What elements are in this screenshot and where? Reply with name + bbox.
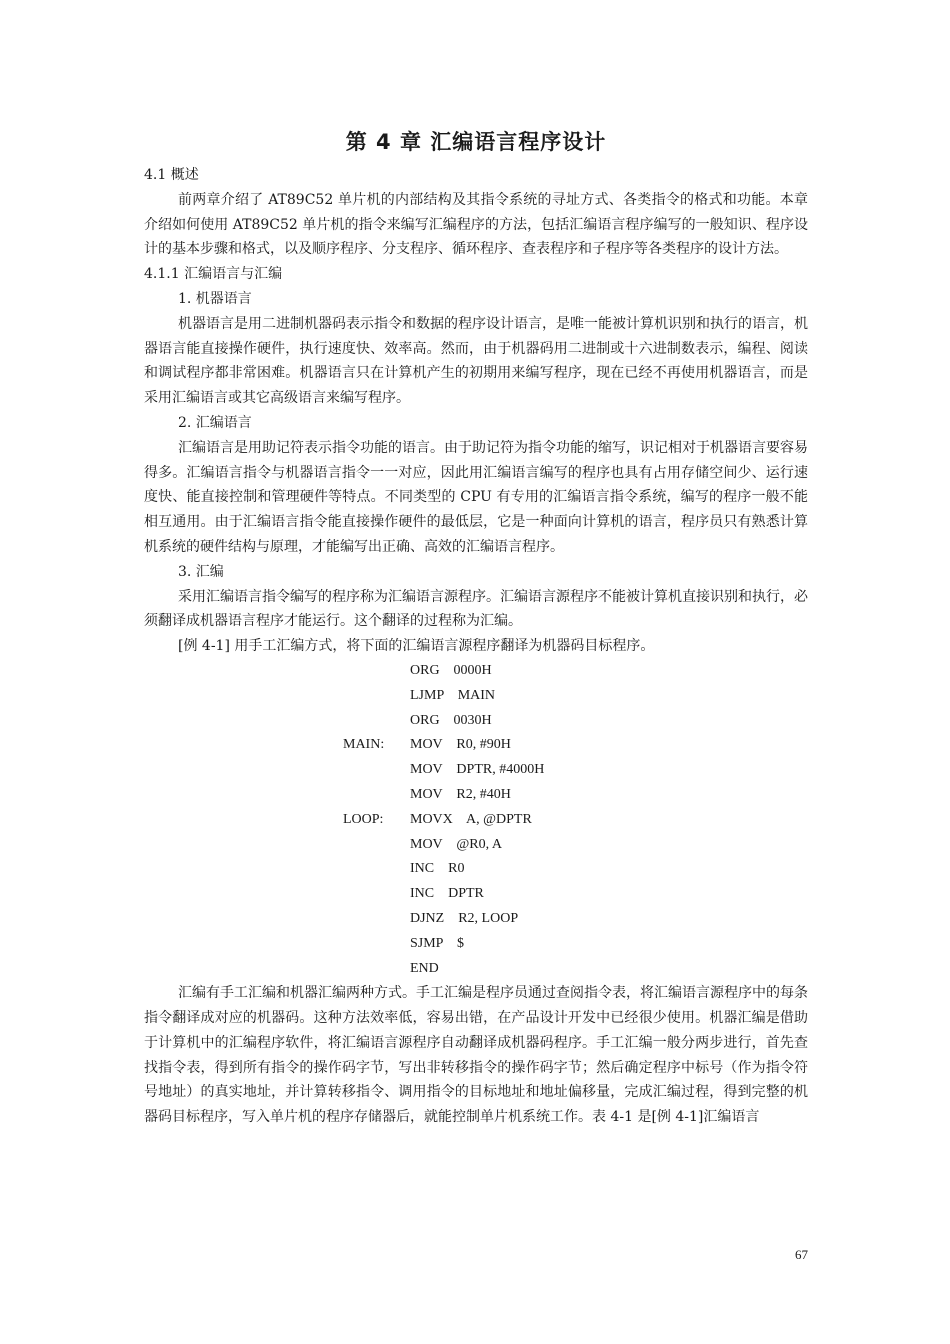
code-line	[144, 733, 808, 758]
item-heading-assembly: 3. 汇编	[178, 563, 224, 580]
code-instruction: INC DPTR	[410, 886, 484, 902]
item-heading-machine-language: 1. 机器语言	[178, 290, 252, 307]
code-line	[144, 957, 808, 982]
section-heading-4-1-1: 4.1.1 汇编语言与汇编	[144, 266, 283, 283]
code-instruction: MOV R2, #40H	[410, 786, 511, 802]
code-line	[144, 932, 808, 957]
code-label: LOOP:	[343, 811, 384, 827]
code-instruction: END	[410, 960, 439, 976]
code-line	[144, 758, 808, 783]
paragraph-overview: 前两章介绍了 AT89C52 单片机的内部结构及其指令系统的寻址方式、各类指令的格式和功能。本章介绍如何使用 AT89C52 单片机的指令来编写汇编程序的方法，包括汇编语言程序编写的一般知识、程序设计的基本步骤和格式，以及顺序程序、分支程序、循环程序、查表程序和子程序等各类程序的设计方法。	[144, 191, 808, 258]
paragraph-assembly-language: 汇编语言是用助记符表示指令功能的语言。由于助记符为指令功能的缩写，识记相对于机器语言要容易得多。汇编语言指令与机器语言指令一一对应，因此用汇编语言编写的程序也具有占用存储空间少、运行速度快、能直接控制和管理硬件等特点。不同类型的 CPU 有专用的汇编语言指令系统，编写的程序一般不能相互通用。由于汇编语言指令能直接操作硬件的最低层，它是一种面向计算机的语言，程序员只有熟悉计算机系统的硬件结构与原理，才能编写出正确、高效的汇编语言程序。	[144, 439, 808, 555]
code-line	[144, 659, 808, 684]
code-instruction: SJMP $	[410, 935, 464, 951]
paragraph-machine-language: 机器语言是用二进制机器码表示指令和数据的程序设计语言，是唯一能被计算机识别和执行的语言，机器语言能直接操作硬件，执行速度快、效率高。然而，由于机器码用二进制或十六进制数表示，编程、阅读和调试程序都非常困难。机器语言只在计算机产生的初期用来编写程序，现在已经不再使用机器语言，而是采用汇编语言或其它高级语言来编写程序。	[144, 315, 808, 407]
code-line	[144, 808, 808, 833]
code-line	[144, 857, 808, 882]
code-line	[144, 684, 808, 709]
body-content	[144, 163, 808, 1130]
code-instruction: DJNZ R2, LOOP	[410, 910, 519, 926]
code-instruction: ORG 0000H	[410, 662, 492, 678]
code-label: MAIN:	[343, 737, 385, 753]
code-line	[144, 882, 808, 907]
code-instruction: INC R0	[410, 861, 465, 877]
code-line	[144, 833, 808, 858]
item-heading-assembly-language: 2. 汇编语言	[178, 414, 252, 431]
paragraph-assembly: 采用汇编语言指令编写的程序称为汇编语言源程序。汇编语言源程序不能被计算机直接识别和执行，必须翻译成机器语言程序才能运行。这个翻译的过程称为汇编。	[144, 588, 808, 630]
code-instruction: MOVX A, @DPTR	[410, 811, 532, 827]
code-instruction: ORG 0030H	[410, 712, 492, 728]
code-line	[144, 783, 808, 808]
page-number: 67	[795, 1247, 808, 1262]
chapter-title: 第 4 章 汇编语言程序设计	[345, 130, 607, 154]
code-instruction: MOV DPTR, #4000H	[410, 762, 545, 778]
code-line	[144, 709, 808, 734]
code-line	[144, 907, 808, 932]
code-instruction: MOV R0, #90H	[410, 737, 511, 753]
code-instruction: MOV @R0, A	[410, 836, 502, 852]
code-instruction: LJMP MAIN	[410, 687, 496, 703]
code-listing	[144, 659, 808, 981]
section-heading-4-1: 4.1 概述	[144, 167, 199, 183]
example-4-1-line: [例 4-1] 用手工汇编方式，将下面的汇编语言源程序翻译为机器码目标程序。	[178, 638, 655, 655]
paragraph-assembly-methods: 汇编有手工汇编和机器汇编两种方式。手工汇编是程序员通过查阅指令表，将汇编语言源程序中的每条指令翻译成对应的机器码。这种方法效率低，容易出错，在产品设计开发中已经很少使用。机器汇编是借助于计算机中的汇编程序软件，将汇编语言源程序自动翻译成机器码程序。手工汇编一般分两步进行，首先查找指令表，得到所有指令的操作码字节，写出非转移指令的操作码字节；然后确定程序中标号（作为指令符号地址）的真实地址，并计算转移指令、调用指令的目标地址和地址偏移量，完成汇编过程，得到完整的机器码目标程序，写入单片机的程序存储器后，就能控制单片机系统工作。表 4-1 是[例 4-1]汇编语言	[144, 985, 808, 1126]
